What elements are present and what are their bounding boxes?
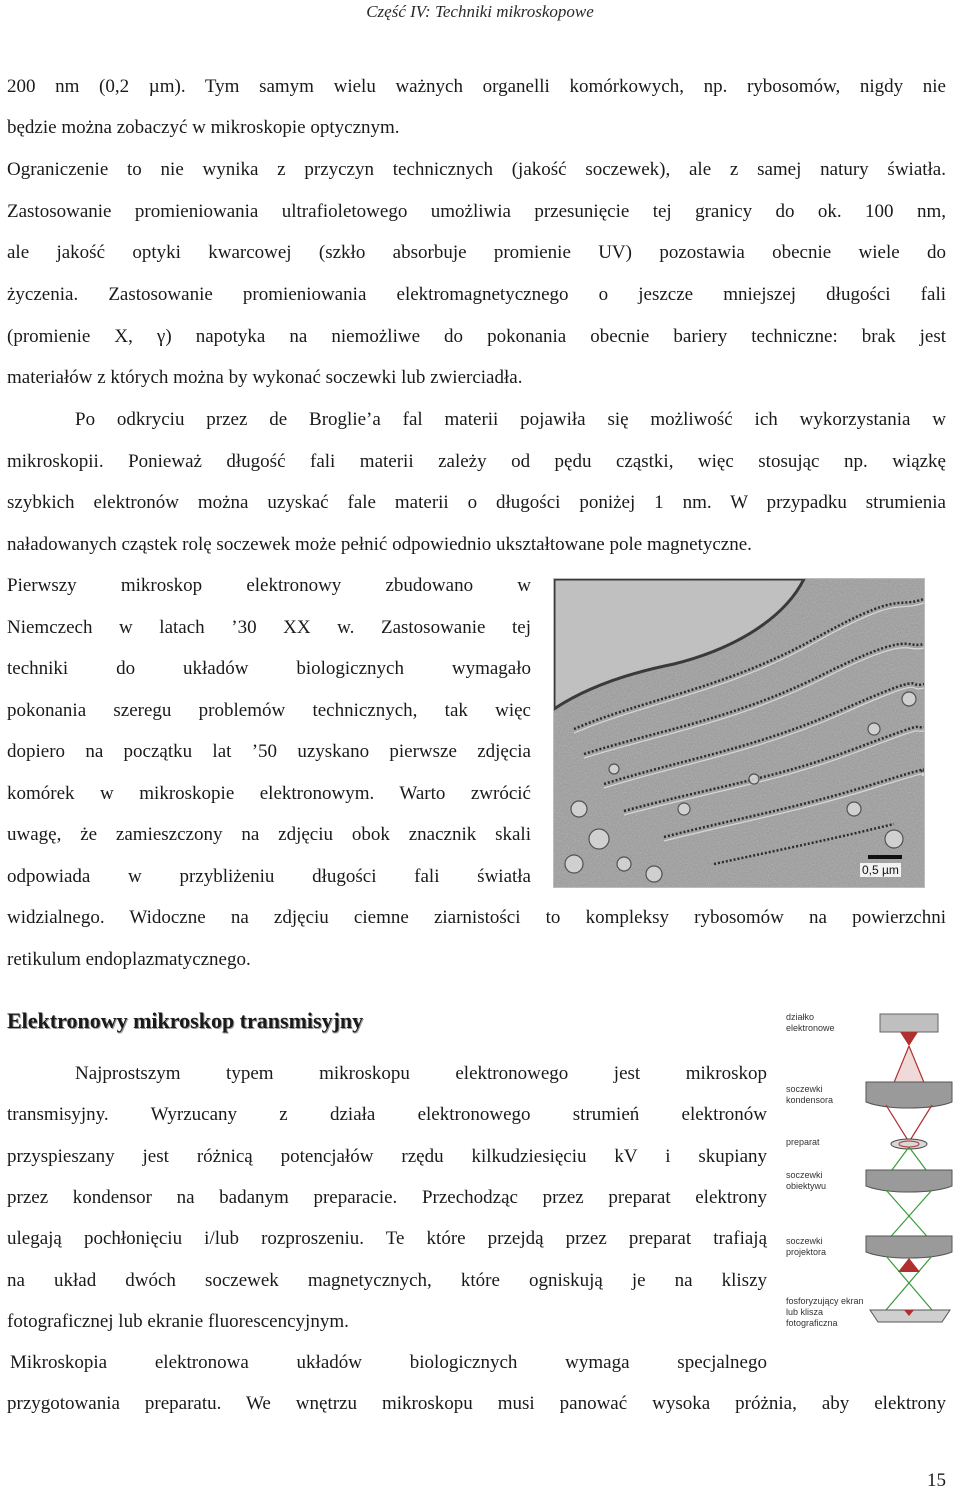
text-line: życzenia. Zastosowanie promieniowania elektromagnetycznego o jeszcze mniejszej długości fali: [7, 284, 946, 305]
text-line: komórek w mikroskopie elektronowym. Warto zwrócić: [7, 783, 531, 804]
text-line: (promienie X, γ) napotyka na niemożliwe do pokonania obecnie bariery techniczne: brak jest: [7, 326, 946, 347]
text-line: przez kondensor na badanym preparacie. Przechodząc przez preparat elektrony: [7, 1187, 767, 1208]
text-line: naładowanych cząstek rolę soczewek może pełnić odpowiednio ukształtowane pole magnetyczne.: [7, 534, 752, 555]
text-line: ale jakość optyki kwarcowej (szkło absorbuje promienie UV) pozostawia obecnie wiele do: [7, 242, 946, 263]
text-line: dopiero na początku lat ’50 uzyskano pierwsze zdjęcia: [7, 741, 531, 762]
label-objective-2: obiektywu: [786, 1181, 827, 1191]
text-line: Ograniczenie to nie wynika z przyczyn technicznych (jakość soczewek), ale z samej natury światła.: [7, 159, 946, 180]
label-gun-1: działko: [786, 1012, 815, 1022]
scale-bar-label: 0,5 µm: [862, 863, 899, 877]
text-line: Zastosowanie promieniowania ultrafioletowego umożliwia przesunięcie tej granicy do ok. 100 nm,: [7, 201, 946, 222]
text-line: na układ dwóch soczewek magnetycznych, które ogniskują je na kliszy: [7, 1270, 767, 1291]
label-objective-1: soczewki: [786, 1170, 823, 1180]
text-line: pokonania szeregu problemów technicznych, tak więc: [7, 700, 531, 721]
text-line: widzialnego. Widoczne na zdjęciu ciemne ziarnistości to kompleksy rybosomów na powierzchni: [7, 907, 946, 928]
text-line: materiałów z których można by wykonać soczewki lub zwierciadła.: [7, 367, 523, 388]
text-line: przygotowania preparatu. We wnętrzu mikroskopu musi panować wysoka próżnia, aby elektrony: [7, 1393, 946, 1414]
text-line: ulegają pochłonięciu i/lub rozproszeniu. Te które przejdą przez preparat trafiają: [7, 1228, 767, 1249]
text-line: przyspieszany jest różnicą potencjałów rzędu kilkudziesięciu kV i skupiany: [7, 1146, 767, 1167]
text-line: Pierwszy mikroskop elektronowy zbudowano w: [7, 575, 531, 596]
text-line: 200 nm (0,2 µm). Tym samym wielu ważnych organelli komórkowych, np. rybosomów, nigdy nie: [7, 76, 946, 97]
section-heading: Elektronowy mikroskop transmisyjny: [7, 1008, 364, 1033]
tem-diagram: [782, 1010, 960, 1350]
text-line: fotograficznej lub ekranie fluorescencyjnym.: [7, 1311, 349, 1332]
label-screen-1: fosforyzujący ekran: [786, 1296, 864, 1306]
electron-micrograph-image: [553, 578, 925, 888]
label-condenser-2: kondensora: [786, 1095, 834, 1105]
label-screen-2: lub klisza: [786, 1307, 824, 1317]
text-line: uwagę, że zamieszczony na zdjęciu obok znacznik skali: [7, 824, 531, 845]
running-header: Część IV: Techniki mikroskopowe: [366, 2, 594, 21]
text-line: techniki do układów biologicznych wymagało: [7, 658, 531, 679]
label-projector-2: projektora: [786, 1247, 827, 1257]
label-screen-3: fotograficzna: [786, 1318, 838, 1328]
text-line: retikulum endoplazmatycznego.: [7, 949, 251, 970]
text-line: szybkich elektronów można uzyskać fale materii o długości poniżej 1 nm. W przypadku strumienia: [7, 492, 946, 513]
text-line: Najprostszym typem mikroskopu elektronowego jest mikroskop: [75, 1063, 767, 1084]
label-condenser-1: soczewki: [786, 1084, 823, 1094]
label-projector-1: soczewki: [786, 1236, 823, 1246]
text-line: transmisyjny. Wyrzucany z działa elektronowego strumień elektronów: [7, 1104, 767, 1125]
label-specimen: preparat: [786, 1137, 820, 1147]
text-line: Mikroskopia elektronowa układów biologicznych wymaga specjalnego: [10, 1352, 767, 1373]
text-line: Niemczech w latach ’30 XX w. Zastosowanie tej: [7, 617, 531, 638]
page-number: 15: [927, 1470, 946, 1491]
label-gun-2: elektronowe: [786, 1023, 835, 1033]
text-line: będzie można zobaczyć w mikroskopie optycznym.: [7, 117, 400, 138]
text-line: mikroskopii. Ponieważ długość fali materii zależy od pędu cząstki, więc stosując np. wiązkę: [7, 451, 946, 472]
text-line: odpowiada w przybliżeniu długości fali światła: [7, 866, 531, 887]
text-line: Po odkryciu przez de Broglie’a fal materii pojawiła się możliwość ich wykorzystania w: [75, 409, 946, 430]
